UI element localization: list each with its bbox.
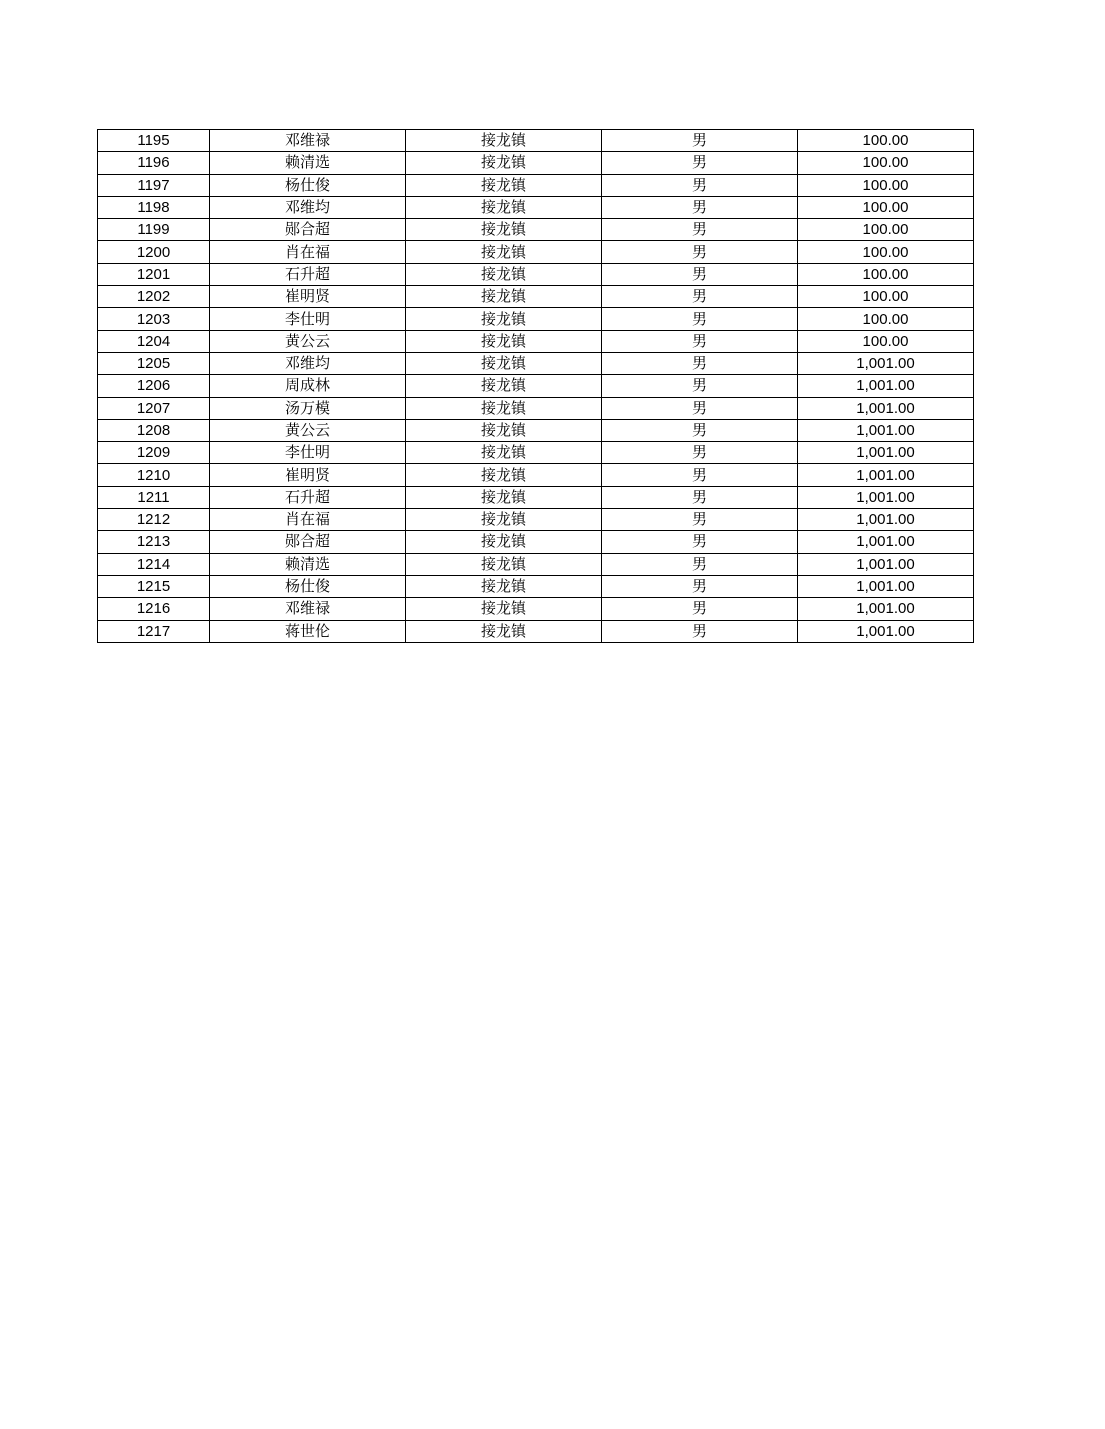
cell-amount: 100.00 bbox=[798, 196, 974, 218]
cell-amount: 1,001.00 bbox=[798, 419, 974, 441]
table-row bbox=[98, 531, 974, 553]
cell-amount: 1,001.00 bbox=[798, 397, 974, 419]
cell-gender: 男 bbox=[602, 442, 798, 464]
cell-amount: 1,001.00 bbox=[798, 531, 974, 553]
cell-amount: 1,001.00 bbox=[798, 442, 974, 464]
cell-gender: 男 bbox=[602, 352, 798, 374]
cell-town: 接龙镇 bbox=[406, 196, 602, 218]
cell-name: 杨仕俊 bbox=[210, 575, 406, 597]
cell-gender: 男 bbox=[602, 419, 798, 441]
cell-gender: 男 bbox=[602, 196, 798, 218]
table-row bbox=[98, 352, 974, 374]
cell-gender: 男 bbox=[602, 219, 798, 241]
cell-amount: 1,001.00 bbox=[798, 620, 974, 642]
cell-name: 黄公云 bbox=[210, 330, 406, 352]
table-row bbox=[98, 442, 974, 464]
cell-id: 1212 bbox=[98, 509, 210, 531]
cell-town: 接龙镇 bbox=[406, 152, 602, 174]
cell-town: 接龙镇 bbox=[406, 620, 602, 642]
cell-town: 接龙镇 bbox=[406, 174, 602, 196]
cell-amount: 1,001.00 bbox=[798, 486, 974, 508]
cell-amount: 1,001.00 bbox=[798, 598, 974, 620]
cell-name: 周成林 bbox=[210, 375, 406, 397]
cell-name: 石升超 bbox=[210, 486, 406, 508]
cell-name: 汤万模 bbox=[210, 397, 406, 419]
table-row bbox=[98, 196, 974, 218]
table-row bbox=[98, 486, 974, 508]
cell-name: 赖清选 bbox=[210, 553, 406, 575]
cell-name: 邓维禄 bbox=[210, 598, 406, 620]
cell-id: 1200 bbox=[98, 241, 210, 263]
cell-name: 李仕明 bbox=[210, 442, 406, 464]
cell-gender: 男 bbox=[602, 152, 798, 174]
cell-town: 接龙镇 bbox=[406, 286, 602, 308]
cell-town: 接龙镇 bbox=[406, 598, 602, 620]
cell-name: 肖在福 bbox=[210, 241, 406, 263]
cell-id: 1205 bbox=[98, 352, 210, 374]
cell-amount: 1,001.00 bbox=[798, 509, 974, 531]
cell-gender: 男 bbox=[602, 598, 798, 620]
cell-amount: 1,001.00 bbox=[798, 352, 974, 374]
cell-id: 1203 bbox=[98, 308, 210, 330]
cell-town: 接龙镇 bbox=[406, 575, 602, 597]
table-row bbox=[98, 509, 974, 531]
cell-id: 1209 bbox=[98, 442, 210, 464]
cell-id: 1208 bbox=[98, 419, 210, 441]
cell-name: 邓维禄 bbox=[210, 130, 406, 152]
cell-town: 接龙镇 bbox=[406, 330, 602, 352]
cell-town: 接龙镇 bbox=[406, 241, 602, 263]
cell-id: 1199 bbox=[98, 219, 210, 241]
cell-gender: 男 bbox=[602, 130, 798, 152]
cell-town: 接龙镇 bbox=[406, 486, 602, 508]
cell-gender: 男 bbox=[602, 286, 798, 308]
cell-town: 接龙镇 bbox=[406, 352, 602, 374]
cell-id: 1211 bbox=[98, 486, 210, 508]
cell-town: 接龙镇 bbox=[406, 375, 602, 397]
cell-amount: 100.00 bbox=[798, 241, 974, 263]
table-row bbox=[98, 263, 974, 285]
cell-town: 接龙镇 bbox=[406, 419, 602, 441]
cell-name: 赖清选 bbox=[210, 152, 406, 174]
cell-id: 1204 bbox=[98, 330, 210, 352]
table-row bbox=[98, 308, 974, 330]
cell-id: 1201 bbox=[98, 263, 210, 285]
cell-name: 郧合超 bbox=[210, 219, 406, 241]
cell-amount: 1,001.00 bbox=[798, 553, 974, 575]
cell-name: 邓维均 bbox=[210, 196, 406, 218]
cell-id: 1198 bbox=[98, 196, 210, 218]
cell-amount: 100.00 bbox=[798, 308, 974, 330]
cell-name: 邓维均 bbox=[210, 352, 406, 374]
cell-id: 1210 bbox=[98, 464, 210, 486]
cell-amount: 100.00 bbox=[798, 330, 974, 352]
cell-id: 1215 bbox=[98, 575, 210, 597]
cell-town: 接龙镇 bbox=[406, 308, 602, 330]
cell-name: 崔明贤 bbox=[210, 286, 406, 308]
cell-town: 接龙镇 bbox=[406, 130, 602, 152]
table-body bbox=[98, 130, 974, 643]
table-row bbox=[98, 553, 974, 575]
cell-id: 1214 bbox=[98, 553, 210, 575]
cell-town: 接龙镇 bbox=[406, 219, 602, 241]
cell-gender: 男 bbox=[602, 330, 798, 352]
cell-amount: 1,001.00 bbox=[798, 464, 974, 486]
cell-gender: 男 bbox=[602, 308, 798, 330]
cell-name: 蒋世伦 bbox=[210, 620, 406, 642]
cell-gender: 男 bbox=[602, 464, 798, 486]
table-row bbox=[98, 620, 974, 642]
cell-town: 接龙镇 bbox=[406, 509, 602, 531]
data-table bbox=[97, 129, 974, 643]
cell-gender: 男 bbox=[602, 575, 798, 597]
cell-amount: 100.00 bbox=[798, 286, 974, 308]
cell-gender: 男 bbox=[602, 486, 798, 508]
cell-name: 崔明贤 bbox=[210, 464, 406, 486]
cell-name: 李仕明 bbox=[210, 308, 406, 330]
table-row bbox=[98, 330, 974, 352]
cell-gender: 男 bbox=[602, 263, 798, 285]
table-row bbox=[98, 241, 974, 263]
cell-amount: 100.00 bbox=[798, 263, 974, 285]
cell-id: 1207 bbox=[98, 397, 210, 419]
cell-amount: 1,001.00 bbox=[798, 375, 974, 397]
cell-amount: 1,001.00 bbox=[798, 575, 974, 597]
cell-gender: 男 bbox=[602, 241, 798, 263]
cell-gender: 男 bbox=[602, 509, 798, 531]
cell-gender: 男 bbox=[602, 531, 798, 553]
table-row bbox=[98, 464, 974, 486]
table-row bbox=[98, 286, 974, 308]
cell-gender: 男 bbox=[602, 174, 798, 196]
table-row bbox=[98, 130, 974, 152]
cell-amount: 100.00 bbox=[798, 174, 974, 196]
cell-gender: 男 bbox=[602, 397, 798, 419]
cell-town: 接龙镇 bbox=[406, 397, 602, 419]
cell-amount: 100.00 bbox=[798, 152, 974, 174]
cell-id: 1206 bbox=[98, 375, 210, 397]
table-row bbox=[98, 219, 974, 241]
cell-town: 接龙镇 bbox=[406, 531, 602, 553]
cell-name: 石升超 bbox=[210, 263, 406, 285]
cell-name: 黄公云 bbox=[210, 419, 406, 441]
cell-name: 杨仕俊 bbox=[210, 174, 406, 196]
table-row bbox=[98, 575, 974, 597]
cell-name: 郧合超 bbox=[210, 531, 406, 553]
cell-town: 接龙镇 bbox=[406, 442, 602, 464]
table-row bbox=[98, 397, 974, 419]
cell-id: 1196 bbox=[98, 152, 210, 174]
cell-amount: 100.00 bbox=[798, 130, 974, 152]
cell-town: 接龙镇 bbox=[406, 263, 602, 285]
cell-id: 1197 bbox=[98, 174, 210, 196]
cell-id: 1216 bbox=[98, 598, 210, 620]
cell-gender: 男 bbox=[602, 553, 798, 575]
cell-town: 接龙镇 bbox=[406, 464, 602, 486]
cell-name: 肖在福 bbox=[210, 509, 406, 531]
table-row bbox=[98, 598, 974, 620]
cell-gender: 男 bbox=[602, 620, 798, 642]
cell-id: 1202 bbox=[98, 286, 210, 308]
cell-amount: 100.00 bbox=[798, 219, 974, 241]
table-row bbox=[98, 152, 974, 174]
cell-id: 1195 bbox=[98, 130, 210, 152]
cell-gender: 男 bbox=[602, 375, 798, 397]
cell-town: 接龙镇 bbox=[406, 553, 602, 575]
cell-id: 1217 bbox=[98, 620, 210, 642]
table-row bbox=[98, 375, 974, 397]
cell-id: 1213 bbox=[98, 531, 210, 553]
table-row bbox=[98, 419, 974, 441]
table-row bbox=[98, 174, 974, 196]
